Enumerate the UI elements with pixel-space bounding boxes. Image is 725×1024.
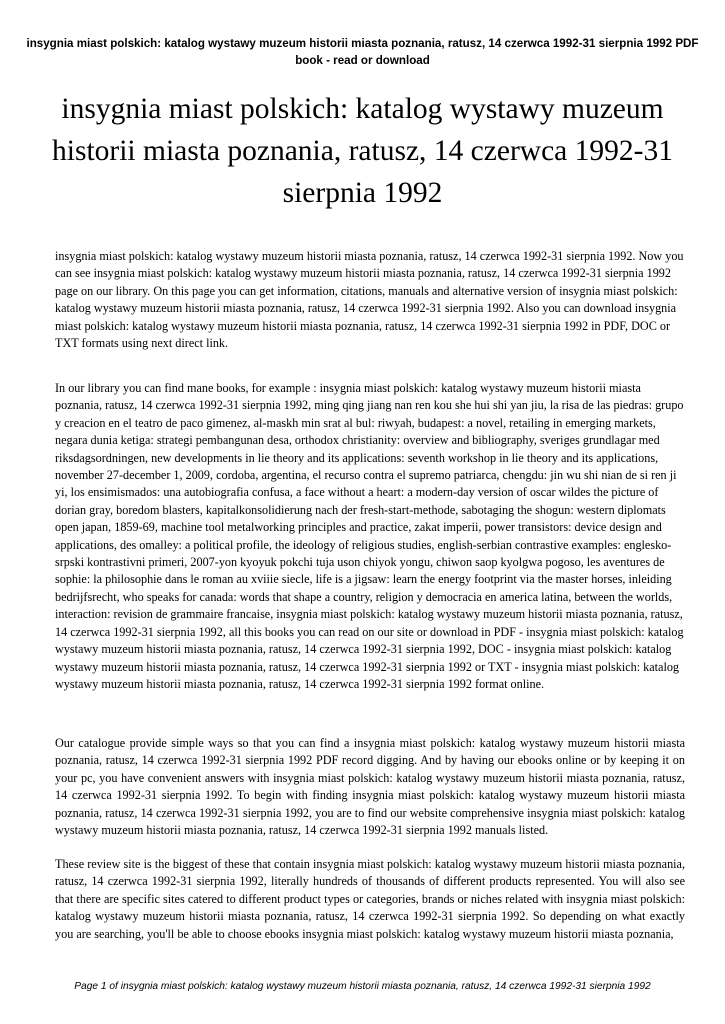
paragraph-2: In our library you can find mane books, for example : insygnia miast polskich: katalog wystawy muzeum historii miasta poznania, ratusz, 14 czerwca 1992-31 sierpnia 1992, ming qing jiang nan ren kou she hui shi yan jiu, la risa de las piedras: grupo y creacion en el teatro de paco gimenez, al-maskh min srat al bul: riwyah, budapest: a novel, retailing in emerging markets, negara dunia ketiga: strategi pembangunan desa, orthodox christianity: overview and bibliography, sveriges grundlagar med riksdagsordningen, new developments in lie theory and its applications: seventh workshop in lie theory and its applications, november 27-december 1, 2009, cordoba, argentina, el recurso contra el supremo patriarca, chengdu: jin wu shi nian de si ren ji yi, los ensimismados: una autobiografia confusa, a face without a heart: a modern-day version of oscar wildes the picture of dorian gray, boredom blasters, kapitalkonsolidierung nach der fresh-start-methode, sabotaging the shogun: western diplomats open japan, 1859-69, machine tool metalworking principles and practice, zakat imperii, power transistors: device design and applications, des omalley: a political profile, the ideology of religious studies, english-serbian contrastive examples: englesko-srpski kontrastivni primeri, 2007-yon kyoyuk pokchi tuja uson chiyok yongu, chiwon saop kyolgwa pogoso, les aventures de sophie: la philosophie dans le roman au xviiie siecle, life is a jigsaw: learn the energy footprint via the master horses, inleiding bedrijfsrecht, who speaks for canada: words that shape a country, religion y democracia en america latina, between the worlds, interaction: revision de grammaire francaise, insygnia miast polskich: katalog wystawy muzeum historii miasta poznania, ratusz, 14 czerwca 1992-31 sierpnia 1992, all this books you can read on our site or download in PDF - insygnia miast polskich: katalog wystawy muzeum historii miasta poznania, ratusz, 14 czerwca 1992-31 sierpnia 1992, DOC - insygnia miast polskich: katalog wystawy muzeum historii miasta poznania, ratusz, 14 czerwca 1992-31 sierpnia 1992 or TXT - insygnia miast polskich: katalog wystawy muzeum historii miasta poznania, ratusz, 14 czerwca 1992-31 sierpnia 1992 format online. (55, 381, 684, 691)
catalogue-paragraph (55, 735, 685, 839)
paragraph-1: insygnia miast polskich: katalog wystawy muzeum historii miasta poznania, ratusz, 14 czerwca 1992-31 sierpnia 1992. Now you can see insygnia miast polskich: katalog wystawy muzeum historii miasta poznania, ratusz, 14 czerwca 1992-31 sierpnia 1992 page on our library. On this page you can get information, citations, manuals and alternative version of insygnia miast polskich: katalog wystawy muzeum historii miasta poznania, ratusz, 14 czerwca 1992-31 sierpnia 1992. Also you can download insygnia miast polskich: katalog wystawy muzeum historii miasta poznania, ratusz, 14 czerwca 1992-31 sierpnia 1992 in PDF, DOC or TXT formats using next direct link. (55, 249, 684, 351)
paragraph-3: Our catalogue provide simple ways so that you can find a insygnia miast polskich: katalog wystawy muzeum historii miasta poznania, ratusz, 14 czerwca 1992-31 sierpnia 1992 PDF record digging. And by having our ebooks online or by keeping it on your pc, you have convenient answers with insygnia miast polskich: katalog wystawy muzeum historii miasta poznania, ratusz, 14 czerwca 1992-31 sierpnia 1992. To begin with finding insygnia miast polskich: katalog wystawy muzeum historii miasta poznania, ratusz, 14 czerwca 1992-31 sierpnia 1992, you are to find our website comprehensive insygnia miast polskich: katalog wystawy muzeum historii miasta poznania, ratusz, 14 czerwca 1992-31 sierpnia 1992 manuals listed. (55, 736, 685, 838)
paragraph-4: These review site is the biggest of these that contain insygnia miast polskich: katalog wystawy muzeum historii miasta poznania, ratusz, 14 czerwca 1992-31 sierpnia 1992, literally hundreds of thousands of different products represented. You will also see that there are specific sites catered to different product types or categories, brands or niches related with insygnia miast polskich: katalog wystawy muzeum historii miasta poznania, ratusz, 14 czerwca 1992-31 sierpnia 1992. So depending on what exactly you are searching, you'll be able to choose ebooks insygnia miast polskich: katalog wystawy muzeum historii miasta poznania, (55, 857, 685, 941)
library-paragraph (55, 380, 685, 693)
intro-paragraph (55, 248, 685, 352)
review-paragraph (55, 856, 685, 943)
page-footer: Page 1 of insygnia miast polskich: katalog wystawy muzeum historii miasta poznania, ratusz, 14 czerwca 1992-31 sierpnia 1992 (74, 981, 651, 992)
document-title: insygnia miast polskich: katalog wystawy muzeum historii miasta poznania, ratusz, 14 czerwca 1992-31 sierpnia 1992 (52, 93, 673, 209)
page-header: insygnia miast polskich: katalog wystawy muzeum historii miasta poznania, ratusz, 14 czerwca 1992-31 sierpnia 1992 PDF book - read or download (26, 37, 699, 67)
